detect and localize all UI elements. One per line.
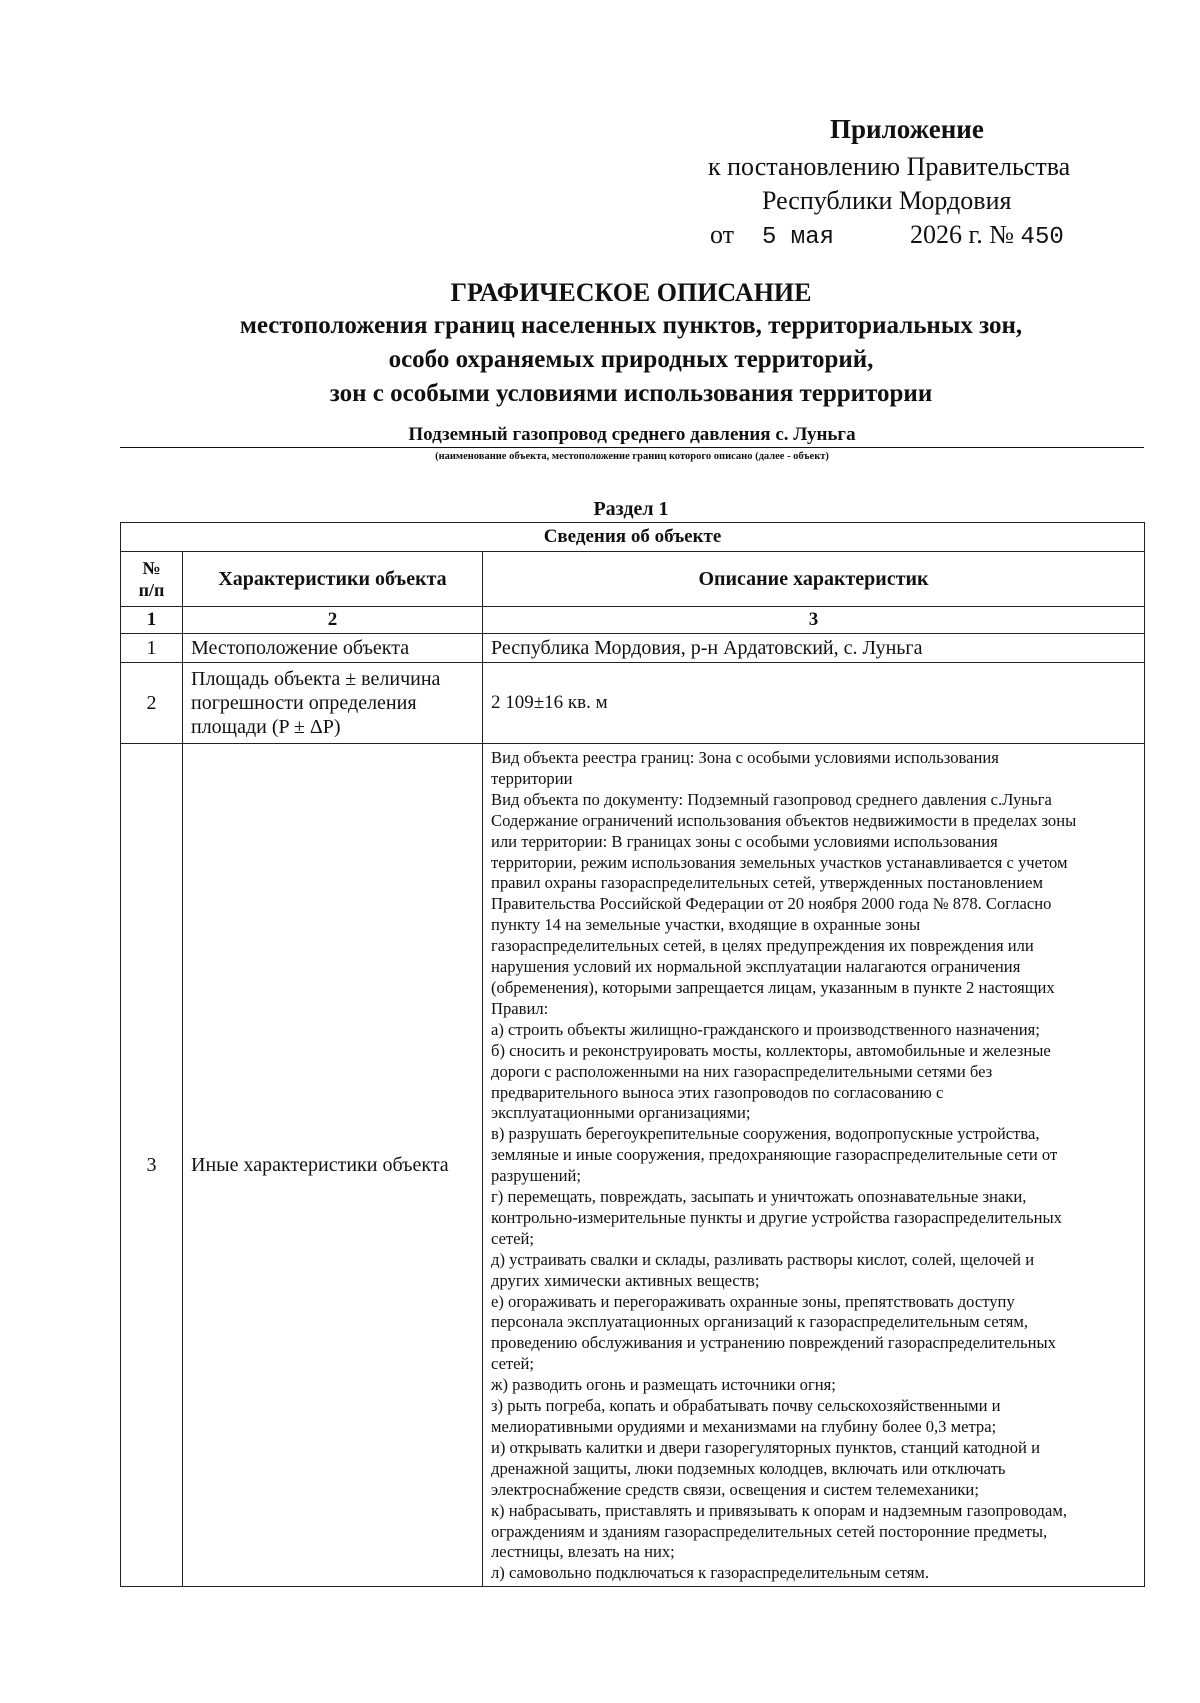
description-line: (обременения), которыми запрещается лицам, указанным в пункте 2 настоящих bbox=[491, 977, 1055, 997]
description-line: эксплуатационными организациями; bbox=[491, 1103, 751, 1123]
date-year: 2026 г. № bbox=[910, 220, 1015, 249]
column-header-num bbox=[121, 552, 183, 607]
row-description-lines bbox=[483, 744, 1145, 1587]
object-info-table bbox=[120, 522, 1145, 1587]
table-title-row bbox=[121, 523, 1145, 552]
description-line: или территории: В границах зоны с особыми условиями использования bbox=[491, 831, 998, 851]
column-number-2: 2 bbox=[183, 607, 483, 634]
row-description: Республика Мордовия, р-н Ардатовский, с. Луньга bbox=[483, 634, 1145, 663]
description-line: Правил: bbox=[491, 998, 549, 1018]
table-row bbox=[121, 634, 1145, 663]
row-characteristic: Площадь объекта ± величина погрешности определения площади (P ± ΔP) bbox=[183, 663, 483, 744]
column-header-num-line-2: п/п bbox=[138, 580, 165, 600]
date-day: 5 мая bbox=[762, 224, 835, 251]
document-subtitle-1: местоположения границ населенных пунктов, территориальных зон, bbox=[239, 312, 1023, 339]
row-number: 1 bbox=[121, 634, 183, 663]
row-characteristic: Иные характеристики объекта bbox=[183, 744, 483, 1587]
description-line: Вид объекта реестра границ: Зона с особыми условиями использования bbox=[491, 748, 999, 767]
description-line: правил охраны газораспределительных сетей, утвержденных постановлением bbox=[491, 873, 1044, 893]
description-line: земляные и иные сооружения, предохраняющие газораспределительные сети от bbox=[491, 1145, 1058, 1165]
description-line: е) огораживать и перегораживать охранные зоны, препятствовать доступу bbox=[491, 1291, 1015, 1311]
description-line: нарушения условий их нормальной эксплуатации налагаются ограничения bbox=[491, 957, 1021, 977]
table-row bbox=[121, 744, 1145, 1587]
description-line: дороги с расположенными на них газораспределительными сетями без bbox=[491, 1061, 993, 1081]
appendix-date-line bbox=[710, 220, 1064, 251]
document-subtitle-3: зон с особыми условиями использования территории bbox=[329, 380, 933, 407]
table-title: Сведения об объекте bbox=[121, 523, 1145, 552]
description-line: других химически активных веществ; bbox=[491, 1270, 760, 1290]
appendix-line-1: к постановлению Правительства bbox=[708, 152, 1071, 181]
description-line: б) сносить и реконструировать мосты, коллекторы, автомобильные и железные bbox=[491, 1040, 1051, 1060]
column-header-num-line-1: № bbox=[142, 558, 161, 578]
document-subtitle-2: особо охраняемых природных территорий, bbox=[388, 346, 874, 373]
description-line: к) набрасывать, приставлять и привязывать к опорам и надземным газопроводам, bbox=[491, 1500, 1067, 1520]
description-line: ограждениям и зданиям газораспределительных сетей посторонние предметы, bbox=[491, 1521, 1048, 1541]
description-line: л) самовольно подключаться к газораспределительным сетям. bbox=[491, 1563, 929, 1583]
description-line: пункту 14 на земельные участки, входящие в охранные зоны bbox=[491, 915, 921, 935]
description-line: д) устраивать свалки и склады, разливать растворы кислот, солей, щелочей и bbox=[491, 1249, 1035, 1269]
appendix-title: Приложение bbox=[830, 114, 984, 144]
description-line: ж) разводить огонь и размещать источники огня; bbox=[491, 1375, 836, 1395]
document-title: ГРАФИЧЕСКОЕ ОПИСАНИЕ bbox=[450, 278, 812, 307]
description-line: а) строить объекты жилищно-гражданского и производственного назначения; bbox=[491, 1019, 1040, 1039]
row-characteristic: Местоположение объекта bbox=[183, 634, 483, 663]
column-header-characteristic: Характеристики объекта bbox=[183, 552, 483, 607]
column-number-row bbox=[121, 607, 1145, 634]
object-name: Подземный газопровод среднего давления с. Луньга bbox=[408, 424, 856, 445]
document-number: 450 bbox=[1020, 224, 1064, 251]
description-line: Содержание ограничений использования объектов недвижимости в пределах зоны bbox=[491, 810, 1077, 830]
column-header-description: Описание характеристик bbox=[483, 552, 1145, 607]
column-header-row bbox=[121, 552, 1145, 607]
description-line: з) рыть погреба, копать и обрабатывать почву сельскохозяйственными и bbox=[491, 1396, 1001, 1416]
description-line: газораспределительных сетей, в целях предупреждения их повреждения или bbox=[491, 936, 1034, 956]
description-line: контрольно-измерительные пункты и другие устройства газораспределительных bbox=[491, 1207, 1062, 1227]
section-label: Раздел 1 bbox=[593, 498, 669, 520]
object-underline bbox=[120, 447, 1144, 448]
description-line: г) перемещать, повреждать, засыпать и уничтожать опознавательные знаки, bbox=[491, 1187, 1027, 1207]
description-line: проведению обслуживания и устранению повреждений газораспределительных bbox=[491, 1333, 1056, 1353]
row-number: 3 bbox=[121, 744, 183, 1587]
description-line: и) открывать калитки и двери газорегуляторных пунктов, станций катодной и bbox=[491, 1437, 1040, 1457]
row-description: 2 109±16 кв. м bbox=[483, 663, 1145, 744]
description-line: предварительного выноса этих газопроводов по согласованию с bbox=[491, 1082, 944, 1102]
description-line: сетей; bbox=[491, 1354, 535, 1374]
description-line: в) разрушать берегоукрепительные сооружения, водопропускные устройства, bbox=[491, 1124, 1040, 1144]
table-row bbox=[121, 663, 1145, 744]
description-line: Правительства Российской Федерации от 20 ноября 2000 года № 878. Согласно bbox=[491, 894, 1052, 914]
description-line: Вид объекта по документу: Подземный газопровод среднего давления с.Луньга bbox=[491, 789, 1052, 809]
description-line: электроснабжение средств связи, освещения и систем телемеханики; bbox=[491, 1479, 979, 1499]
description-line: мелиоративными орудиями и механизмами на глубину более 0,3 метра; bbox=[491, 1417, 997, 1436]
object-caption: (наименование объекта, местоположение границ которого описано (далее - объект) bbox=[435, 451, 829, 462]
description-line: разрушений; bbox=[491, 1166, 581, 1186]
description-line: лестницы, влезать на них; bbox=[491, 1542, 675, 1562]
description-line: территории bbox=[491, 768, 573, 788]
date-prefix: от bbox=[710, 220, 735, 249]
appendix-line-2: Республики Мордовия bbox=[762, 186, 1012, 215]
description-line: персонала эксплуатационных организаций к газораспределительным сетям, bbox=[491, 1312, 1029, 1332]
description-line: дренажной защиты, люки подземных колодцев, включать или отключать bbox=[491, 1458, 1006, 1478]
row-number: 2 bbox=[121, 663, 183, 744]
description-line: территории, режим использования земельных участков устанавливается с учетом bbox=[491, 852, 1068, 872]
column-number-3: 3 bbox=[483, 607, 1145, 634]
description-line: сетей; bbox=[491, 1228, 535, 1248]
column-number-1: 1 bbox=[121, 607, 183, 634]
